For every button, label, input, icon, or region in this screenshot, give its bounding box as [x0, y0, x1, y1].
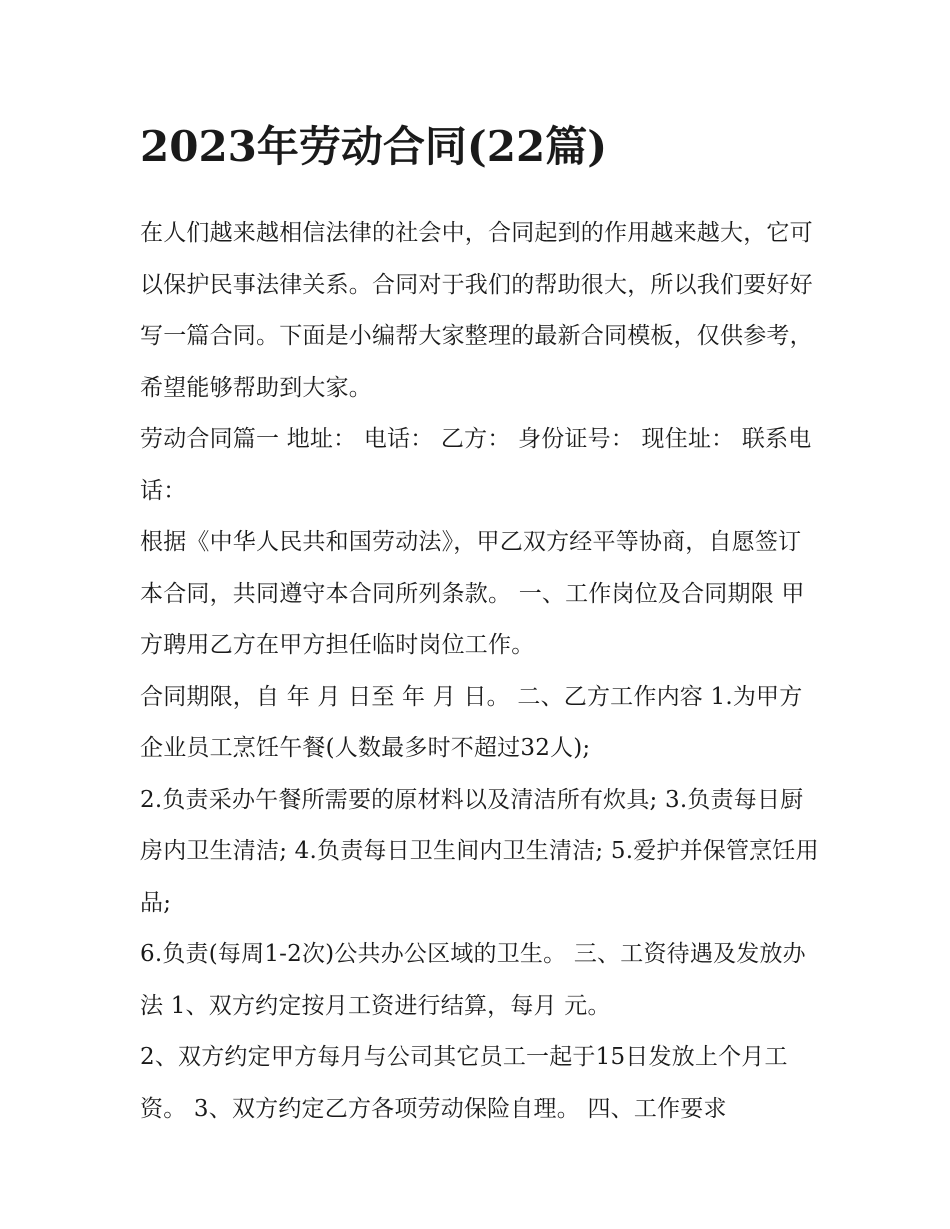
paragraph-term: 合同期限，自 年 月 日至 年 月 日。 二、乙方工作内容 1.为甲方企业员工烹饪午餐(人数最多时不超过32人); — [140, 683, 803, 761]
document-page — [140, 112, 820, 1135]
document-title: 2023年劳动合同(22篇) — [140, 122, 608, 171]
paragraph-duties: 2.负责采办午餐所需要的原材料以及清洁所有炊具; 3.负责每日厨房内卫生清洁; 4.负责每日卫生间内卫生清洁; 5.爱护并保管烹饪用品; — [140, 786, 819, 916]
paragraph-basis: 根据《中华人民共和国劳动法》，甲乙双方经平等协商，自愿签订本合同，共同遵守本合同所列条款。 一、工作岗位及合同期限 甲方聘用乙方在甲方担任临时岗位工作。 — [140, 529, 805, 658]
paragraph-wages: 6.负责(每周1-2次)公共办公区域的卫生。 三、工资待遇及发放办法 1、双方约定按月工资进行结算，每月 元。 — [140, 941, 806, 1019]
paragraph-intro: 在人们越来越相信法律的社会中，合同起到的作用越来越大，它可以保护民事法律关系。合同对于我们的帮助很大，所以我们要好好写一篇合同。下面是小编帮大家整理的最新合同模板，仅供参考，希望能够帮助到大家。 — [140, 220, 813, 401]
paragraph-payment: 2、双方约定甲方每月与公司其它员工一起于15日发放上个月工资。 3、双方约定乙方各项劳动保险自理。 四、工作要求 — [140, 1044, 788, 1122]
paragraph-contract-header: 劳动合同篇一 地址： 电话： 乙方： 身份证号： 现住址： 联系电话： — [140, 426, 812, 504]
